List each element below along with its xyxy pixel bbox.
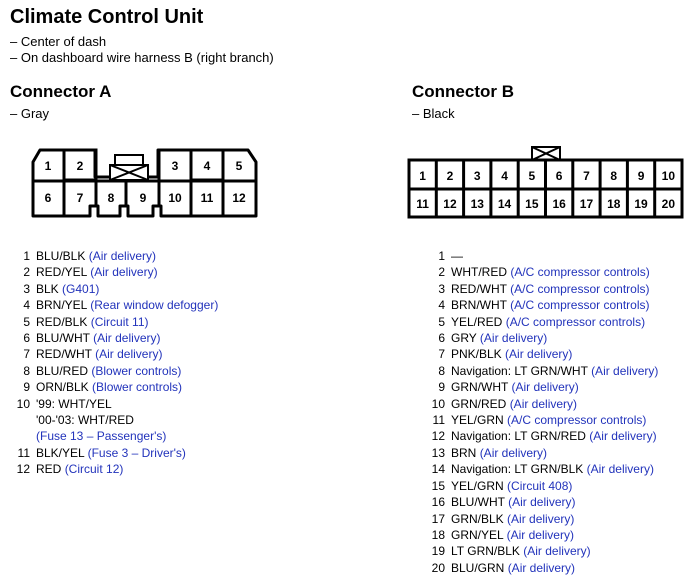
circuit-link[interactable]: (Air delivery) <box>586 462 654 477</box>
pin-row <box>425 461 658 477</box>
pin-row <box>425 330 658 346</box>
pin-wire <box>451 461 654 477</box>
pin-wire <box>36 314 149 330</box>
connector-b-pin-14: 14 <box>497 197 512 211</box>
circuit-link[interactable]: (Air delivery) <box>511 380 579 395</box>
circuit-link[interactable]: (A/C compressor controls) <box>510 298 650 313</box>
connector-a-pin-3: 3 <box>171 159 179 173</box>
pin-wire <box>451 330 547 346</box>
circuit-link[interactable]: (Circuit 11) <box>90 314 149 329</box>
pin-row <box>10 297 218 313</box>
circuit-link[interactable]: (A/C compressor controls) <box>510 281 650 296</box>
connector-a-pin-6: 6 <box>44 191 52 205</box>
connector-a-pin-1: 1 <box>44 159 52 173</box>
wire-color: RED/YEL <box>36 265 87 280</box>
pin-row <box>425 478 658 494</box>
wire-color: GRY <box>451 331 477 346</box>
pin-wire <box>36 363 181 379</box>
circuit-link[interactable]: (Air delivery) <box>507 560 576 575</box>
wire-color: BLK <box>36 281 59 296</box>
wire-color: ORN/BLK <box>36 380 89 395</box>
pin-wire <box>36 297 218 313</box>
pin-number: 1 <box>23 249 30 263</box>
circuit-link[interactable]: (A/C compressor controls) <box>507 413 647 428</box>
pin-row <box>10 314 218 330</box>
connector-a-pin-9: 9 <box>139 191 147 205</box>
pin-row <box>10 379 218 395</box>
pin-wire <box>451 560 575 576</box>
connector-b-pin-1: 1 <box>419 169 426 183</box>
circuit-link[interactable]: (Blower controls) <box>92 380 183 395</box>
circuit-link[interactable]: (Air delivery) <box>479 331 548 346</box>
circuit-link[interactable]: (Air delivery) <box>507 511 575 526</box>
circuit-link[interactable]: (Circuit 408) <box>507 478 573 493</box>
pin-wire <box>451 396 577 412</box>
connector-b-pin-20: 20 <box>661 197 676 211</box>
wire-color: Navigation: LT GRN/RED <box>451 429 586 444</box>
location-line-2: – On dashboard wire harness B (right branch) <box>10 50 274 65</box>
pin-number: 2 <box>438 265 445 280</box>
pin-number: 5 <box>23 314 30 329</box>
pin-row <box>425 511 658 527</box>
connector-b-pin-15: 15 <box>525 197 539 211</box>
circuit-link[interactable]: (Rear window defogger) <box>90 298 219 313</box>
connector-b-pin-list <box>425 248 658 576</box>
pin-number: 1 <box>438 249 445 263</box>
circuit-link[interactable]: (Fuse 3 – Driver's) <box>87 445 186 460</box>
pin-wire <box>451 314 645 330</box>
pin-number: 7 <box>438 347 445 362</box>
pin-wire <box>451 248 463 264</box>
pin-row <box>425 527 658 543</box>
pin-wire <box>451 379 579 395</box>
circuit-link[interactable]: (Air delivery) <box>591 363 659 378</box>
pin-number: 8 <box>438 363 445 378</box>
pin-row <box>425 281 658 297</box>
connector-b-pin-11: 11 <box>416 197 429 211</box>
circuit-link[interactable]: (Air delivery) <box>88 249 157 263</box>
pin-row <box>425 396 658 412</box>
pin-wire <box>36 461 123 477</box>
circuit-link[interactable]: (Air delivery) <box>508 495 576 510</box>
pin-row <box>10 445 218 461</box>
pin-wire <box>36 346 162 362</box>
pin-wire <box>451 428 657 444</box>
pin-number: 7 <box>23 347 30 362</box>
connector-b-pin-9: 9 <box>637 169 645 183</box>
circuit-link[interactable]: (Air delivery) <box>90 265 158 280</box>
connector-b-title: Connector B <box>412 82 514 101</box>
wire-color: Navigation: LT GRN/WHT <box>451 363 588 378</box>
pin-number: 18 <box>431 527 445 542</box>
pin-row <box>425 297 658 313</box>
pin-number: 8 <box>23 363 30 378</box>
connector-a-pin-4: 4 <box>203 159 211 173</box>
pin-wire <box>451 445 547 461</box>
pin-number: 5 <box>438 314 445 329</box>
wire-color: — <box>451 249 463 263</box>
pin-row <box>10 461 218 477</box>
wire-color: GRN/YEL <box>451 527 504 542</box>
wire-color: BRN <box>451 445 477 460</box>
wire-color: Navigation: LT GRN/BLK <box>451 462 584 477</box>
pin-row <box>10 346 218 362</box>
circuit-link[interactable]: (A/C compressor controls) <box>505 314 646 329</box>
connector-b-pin-10: 10 <box>661 169 676 183</box>
pin-number: 9 <box>23 380 30 395</box>
pin-number: 10 <box>431 396 445 411</box>
pin-number: 14 <box>431 462 445 477</box>
pin-row <box>425 314 658 330</box>
pin-number: 6 <box>23 331 30 346</box>
wire-color: '99: WHT/YEL <box>36 396 112 411</box>
pin-wire <box>451 346 572 362</box>
circuit-link[interactable]: (Air delivery) <box>479 445 548 460</box>
pin-row <box>425 560 658 576</box>
pin-row <box>425 494 658 510</box>
connector-a-pin-12: 12 <box>232 191 246 205</box>
pin-wire <box>451 412 646 428</box>
connector-a-pin-list <box>10 248 218 478</box>
wire-color: BLU/WHT <box>36 331 90 346</box>
pin-row <box>10 363 218 379</box>
circuit-link[interactable]: (G401) <box>62 281 100 296</box>
pin-row <box>425 248 658 264</box>
pin-wire <box>451 264 650 280</box>
connector-b-pin-5: 5 <box>528 169 536 183</box>
connector-b-pin-12: 12 <box>443 197 457 211</box>
wire-color: BLU/BLK <box>36 249 86 263</box>
pin-row <box>10 281 218 297</box>
wire-color: BLU/GRN <box>451 560 505 575</box>
pin-wire <box>451 281 650 297</box>
pin-wire <box>36 281 99 297</box>
wire-color: GRN/RED <box>451 396 507 411</box>
pin-number: 11 <box>17 445 30 460</box>
wire-color: RED/WHT <box>36 347 92 362</box>
circuit-link[interactable]: (Air delivery) <box>93 331 161 346</box>
circuit-link[interactable]: (Air delivery) <box>505 347 573 362</box>
wire-color: PNK/BLK <box>451 347 502 362</box>
circuit-link[interactable]: (Air delivery) <box>589 429 657 444</box>
pin-number: 12 <box>431 429 445 444</box>
pin-wire <box>451 511 574 527</box>
pin-wire <box>451 543 591 559</box>
connector-b-pin-4: 4 <box>501 169 508 183</box>
wire-color: RED/BLK <box>36 314 88 329</box>
pin-row <box>425 543 658 559</box>
pin-number: 17 <box>431 511 445 526</box>
pin-row <box>425 264 658 280</box>
connector-b-pin-6: 6 <box>555 169 563 183</box>
pin-row <box>425 363 658 379</box>
pin-number: 3 <box>438 281 445 296</box>
circuit-link[interactable]: (Fuse 13 – Passenger's) <box>36 429 167 444</box>
pin-row <box>10 248 218 264</box>
pin-wire <box>451 363 658 379</box>
wire-color: LT GRN/BLK <box>451 544 520 559</box>
pin-wire <box>36 445 186 461</box>
connector-b-pin-2: 2 <box>446 169 454 183</box>
wire-color: RED <box>36 462 62 477</box>
pin-number: 19 <box>431 544 445 559</box>
location-line-1: – Center of dash <box>10 34 107 49</box>
pin-number: 6 <box>438 331 445 346</box>
connector-a-pin-10: 10 <box>168 191 182 205</box>
pin-row <box>10 396 218 412</box>
connector-b-color: – Black <box>412 106 455 121</box>
connector-a-pin-8: 8 <box>107 191 115 205</box>
wire-color: BLU/RED <box>36 363 89 378</box>
pin-row <box>10 264 218 280</box>
pin-number: 13 <box>431 445 445 460</box>
circuit-link[interactable]: (Air delivery) <box>95 347 163 362</box>
wire-color: YEL/GRN <box>451 413 504 428</box>
connector-b-diagram <box>0 0 693 240</box>
pin-number: 12 <box>16 462 30 477</box>
wire-color: GRN/BLK <box>451 511 504 526</box>
wire-color: GRN/WHT <box>451 380 509 395</box>
pin-row <box>425 346 658 362</box>
pin-row <box>425 445 658 461</box>
pin-wire <box>451 494 575 510</box>
connector-b-pin-19: 19 <box>634 197 648 211</box>
page-title: Climate Control Unit <box>10 6 204 28</box>
connector-a-pin-7: 7 <box>76 191 84 205</box>
wire-color: BRN/YEL <box>36 298 87 313</box>
pin-number: 2 <box>23 265 30 280</box>
pin-number: 3 <box>23 281 30 296</box>
pin-number: 11 <box>432 413 445 428</box>
circuit-link[interactable]: (Air delivery) <box>509 396 578 411</box>
pin-wire <box>451 297 650 313</box>
pin-number: 16 <box>431 495 445 510</box>
circuit-link[interactable]: (Air delivery) <box>523 544 591 559</box>
connector-b-pin-7: 7 <box>583 169 590 183</box>
connector-b-pin-3: 3 <box>473 169 481 183</box>
circuit-link[interactable]: (Blower controls) <box>91 363 182 378</box>
pin-wire <box>451 527 574 543</box>
pin-wire <box>451 478 572 494</box>
connector-b-pin-13: 13 <box>470 197 484 211</box>
pin-number: 15 <box>431 478 445 493</box>
connector-a-pin-2: 2 <box>76 159 84 173</box>
wire-color: WHT/RED <box>451 265 507 280</box>
connector-a-pin-5: 5 <box>235 159 243 173</box>
circuit-link[interactable]: (A/C compressor controls) <box>510 265 650 280</box>
pin-number: 10 <box>16 396 30 411</box>
circuit-link[interactable]: (Circuit 12) <box>64 462 124 477</box>
pin-number: 20 <box>431 560 445 575</box>
connector-b-pin-18: 18 <box>607 197 621 211</box>
wire-color: RED/WHT <box>451 281 507 296</box>
pin-wire <box>36 396 112 412</box>
pin-number: 4 <box>438 298 445 313</box>
pin-wire <box>36 330 160 346</box>
connector-a-pin-11: 11 <box>200 191 214 205</box>
pin-row <box>425 428 658 444</box>
wire-color: BLU/WHT <box>451 495 505 510</box>
pin-number: 4 <box>23 298 30 313</box>
pin-wire-alt: '00-'03: WHT/RED <box>36 413 134 428</box>
pin-wire <box>36 248 156 264</box>
wire-color: YEL/GRN <box>451 478 504 493</box>
wire-color: YEL/RED <box>451 314 503 329</box>
connector-b-pin-16: 16 <box>552 197 566 211</box>
connector-a-title: Connector A <box>10 82 112 101</box>
wire-color: BLK/YEL <box>36 445 85 460</box>
connector-b-pin-17: 17 <box>579 197 594 211</box>
pin-wire <box>36 264 158 280</box>
wire-color: BRN/WHT <box>451 298 507 313</box>
circuit-link[interactable]: (Air delivery) <box>506 527 574 542</box>
pin-number: 9 <box>438 380 445 395</box>
pin-row <box>425 412 658 428</box>
pin-wire <box>36 379 182 395</box>
pin-row <box>10 330 218 346</box>
connector-a-color: – Gray <box>10 106 50 121</box>
connector-b-pin-8: 8 <box>610 169 618 183</box>
pin-row <box>425 379 658 395</box>
